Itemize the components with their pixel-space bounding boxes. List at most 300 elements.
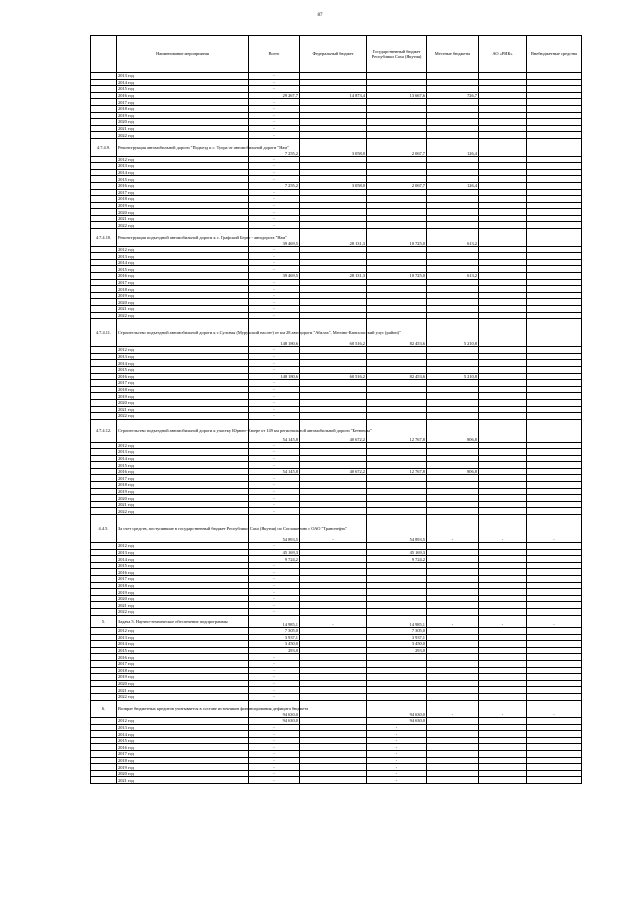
extrabudget-cell (527, 549, 582, 556)
year-row (91, 406, 582, 413)
year-row (91, 508, 582, 515)
rik-cell (479, 731, 527, 738)
total-cell: - (249, 562, 300, 569)
federal-cell (300, 347, 367, 354)
extrabudget-cell (527, 634, 582, 641)
year-label: 2019 год (117, 589, 249, 596)
federal-cell (300, 169, 367, 176)
local-cell (427, 286, 479, 293)
total-cell: - (249, 576, 300, 583)
item-number (91, 770, 117, 777)
extrabudget-cell (527, 724, 582, 731)
extrabudget-cell (527, 312, 582, 319)
total-cell: - (249, 266, 300, 273)
local-cell (427, 455, 479, 462)
item-number (91, 202, 117, 209)
item-number (91, 576, 117, 583)
extrabudget-cell (527, 687, 582, 694)
republic-cell (367, 399, 427, 406)
rik-cell (479, 449, 527, 456)
republic-cell (367, 299, 427, 306)
item-number (91, 373, 117, 380)
total-cell: 94 630,0 (249, 700, 300, 718)
extrabudget-cell (527, 751, 582, 758)
item-number (91, 482, 117, 489)
extrabudget-cell (527, 273, 582, 280)
activity-name: Реконструкция автомобильной дороги "Подъезд к с. Туора от автомобильной дороги "Нам" (117, 138, 249, 156)
rik-cell (479, 246, 527, 253)
extrabudget-cell (527, 299, 582, 306)
item-number (91, 442, 117, 449)
page-number: 87 (317, 13, 323, 18)
activity-name: Строительство подъездной автомобильной дороги к с.Сулгачы (Мурукский наслег) от км 28 автодороги "Абалах", Мегино-Кангаласский улус (район)" (117, 319, 249, 347)
extrabudget-cell (527, 654, 582, 661)
year-label: 2018 год (117, 196, 249, 203)
extrabudget-cell (527, 163, 582, 170)
extrabudget-cell: - (527, 700, 582, 718)
total-cell: 14 985,1 (249, 615, 300, 627)
item-number (91, 602, 117, 609)
rik-cell (479, 413, 527, 420)
item-number (91, 366, 117, 373)
federal-cell (300, 647, 367, 654)
republic-cell (367, 508, 427, 515)
republic-cell (367, 292, 427, 299)
extrabudget-cell (527, 468, 582, 475)
extrabudget-cell (527, 693, 582, 700)
rik-cell (479, 125, 527, 132)
year-row (91, 442, 582, 449)
total-cell: - (249, 667, 300, 674)
local-cell (427, 475, 479, 482)
year-label: 2017 год (117, 189, 249, 196)
extrabudget-cell (527, 680, 582, 687)
extrabudget-cell (527, 488, 582, 495)
local-cell (427, 176, 479, 183)
federal-cell (300, 393, 367, 400)
local-cell (427, 549, 479, 556)
republic-cell (367, 501, 427, 508)
rik-cell (479, 569, 527, 576)
republic-cell: 3 937,1 (367, 634, 427, 641)
total-cell: - (249, 253, 300, 260)
year-label: 2017 год (117, 475, 249, 482)
extrabudget-cell (527, 353, 582, 360)
local-cell (427, 306, 479, 313)
republic-cell: - (367, 724, 427, 731)
local-cell: - (427, 615, 479, 627)
year-row (91, 413, 582, 420)
table-body (91, 73, 582, 784)
extrabudget-cell (527, 169, 582, 176)
item-number: 4.7.4.9. (91, 138, 117, 156)
year-row (91, 273, 582, 280)
republic-cell (367, 79, 427, 86)
local-cell: 613,2 (427, 229, 479, 247)
total-cell: 148 180,6 (249, 319, 300, 347)
republic-cell (367, 462, 427, 469)
rik-cell (479, 647, 527, 654)
republic-cell (367, 674, 427, 681)
rik-cell (479, 582, 527, 589)
item-number (91, 406, 117, 413)
extrabudget-cell (527, 373, 582, 380)
item-number (91, 215, 117, 222)
local-cell (427, 543, 479, 550)
extrabudget-cell (527, 543, 582, 550)
item-number (91, 266, 117, 273)
total-cell: - (249, 299, 300, 306)
rik-cell (479, 744, 527, 751)
local-cell (427, 202, 479, 209)
total-cell: 45 169,3 (249, 549, 300, 556)
rik-cell (479, 347, 527, 354)
item-number (91, 543, 117, 550)
republic-cell (367, 353, 427, 360)
year-label: 2022 год (117, 132, 249, 139)
total-cell: - (249, 202, 300, 209)
local-cell (427, 641, 479, 648)
total-cell: - (249, 215, 300, 222)
rik-cell (479, 138, 527, 156)
republic-cell (367, 306, 427, 313)
federal-cell (300, 654, 367, 661)
total-cell: - (249, 347, 300, 354)
activity-name: Реконструкция подъездной автомобильной дороги к с. Графский Берег - автодорога "Нам" (117, 229, 249, 247)
activity-name: Строительство подъездной автомобильной дороги к участку Юрюнг-Кюере от 149 км региональной автомобильной дороги "Бетюнцы" (117, 419, 249, 442)
year-label: 2022 год (117, 608, 249, 615)
extrabudget-cell (527, 406, 582, 413)
extrabudget-cell (527, 674, 582, 681)
extrabudget-cell (527, 182, 582, 189)
extrabudget-cell (527, 209, 582, 216)
local-cell: 5 210,8 (427, 373, 479, 380)
year-label: 2012 год (117, 442, 249, 449)
total-cell: - (249, 751, 300, 758)
extrabudget-cell (527, 86, 582, 93)
federal-cell (300, 442, 367, 449)
extrabudget-cell (527, 366, 582, 373)
activity-name: Задача 5. Научно-техническое обеспечение подпрограммы (117, 615, 249, 627)
federal-cell (300, 353, 367, 360)
local-cell (427, 680, 479, 687)
rik-cell (479, 202, 527, 209)
republic-cell: 12 767,8 (367, 419, 427, 442)
rik-cell (479, 462, 527, 469)
rik-cell (479, 360, 527, 367)
republic-cell (367, 660, 427, 667)
extrabudget-cell (527, 246, 582, 253)
item-number (91, 724, 117, 731)
rik-cell (479, 562, 527, 569)
federal-cell (300, 215, 367, 222)
extrabudget-cell (527, 292, 582, 299)
extrabudget-cell (527, 119, 582, 126)
federal-cell (300, 627, 367, 634)
year-row (91, 169, 582, 176)
republic-cell: 45 169,3 (367, 549, 427, 556)
rik-cell (479, 215, 527, 222)
year-row (91, 156, 582, 163)
total-cell: - (249, 680, 300, 687)
extrabudget-cell (527, 286, 582, 293)
rik-cell (479, 455, 527, 462)
federal-cell: 40 672,2 (300, 468, 367, 475)
local-cell (427, 79, 479, 86)
year-row (91, 176, 582, 183)
total-cell: - (249, 693, 300, 700)
year-row (91, 312, 582, 319)
federal-cell (300, 482, 367, 489)
year-label: 2015 год (117, 737, 249, 744)
item-number (91, 156, 117, 163)
rik-cell (479, 687, 527, 694)
federal-cell (300, 475, 367, 482)
local-cell (427, 125, 479, 132)
total-cell: - (249, 608, 300, 615)
total-cell: - (249, 777, 300, 784)
extrabudget-cell (527, 737, 582, 744)
year-row (91, 475, 582, 482)
extrabudget-cell (527, 419, 582, 442)
item-number (91, 501, 117, 508)
extrabudget-cell (527, 138, 582, 156)
year-label: 2016 год (117, 373, 249, 380)
year-row (91, 373, 582, 380)
republic-cell: 10 725,0 (367, 229, 427, 247)
item-number (91, 744, 117, 751)
rik-cell (479, 595, 527, 602)
republic-cell (367, 112, 427, 119)
local-cell: 5 210,8 (427, 319, 479, 347)
federal-cell (300, 462, 367, 469)
republic-cell (367, 105, 427, 112)
federal-cell (300, 556, 367, 563)
total-cell: - (249, 589, 300, 596)
local-cell (427, 132, 479, 139)
republic-cell (367, 455, 427, 462)
republic-cell (367, 215, 427, 222)
federal-cell (300, 299, 367, 306)
republic-cell (367, 602, 427, 609)
rik-cell (479, 366, 527, 373)
republic-cell: - (367, 770, 427, 777)
federal-cell (300, 757, 367, 764)
year-label: 2015 год (117, 176, 249, 183)
total-cell: 39 469,5 (249, 229, 300, 247)
federal-cell (300, 360, 367, 367)
item-number: 4.7.4.10. (91, 229, 117, 247)
local-cell (427, 189, 479, 196)
year-label: 2021 год (117, 602, 249, 609)
federal-cell (300, 674, 367, 681)
activity-row (91, 419, 582, 442)
item-number (91, 92, 117, 99)
federal-cell: - (300, 515, 367, 543)
republic-cell: 14 985,1 (367, 615, 427, 627)
republic-cell (367, 380, 427, 387)
local-cell (427, 660, 479, 667)
rik-cell (479, 353, 527, 360)
federal-cell (300, 667, 367, 674)
rik-cell (479, 654, 527, 661)
rik-cell (479, 156, 527, 163)
year-row (91, 731, 582, 738)
rik-cell (479, 253, 527, 260)
extrabudget-cell (527, 777, 582, 784)
local-cell (427, 279, 479, 286)
year-row (91, 266, 582, 273)
rik-cell (479, 482, 527, 489)
local-cell (427, 667, 479, 674)
year-label: 2019 год (117, 202, 249, 209)
year-row (91, 79, 582, 86)
local-cell (427, 693, 479, 700)
item-number (91, 687, 117, 694)
total-cell: - (249, 413, 300, 420)
year-label: 2013 год (117, 73, 249, 80)
item-number (91, 764, 117, 771)
extrabudget-cell (527, 319, 582, 347)
republic-cell: 3 450,0 (367, 641, 427, 648)
item-number (91, 273, 117, 280)
item-number: 6. (91, 700, 117, 718)
item-number (91, 667, 117, 674)
republic-cell: 2 067,7 (367, 138, 427, 156)
federal-cell (300, 693, 367, 700)
item-number (91, 393, 117, 400)
extrabudget-cell (527, 92, 582, 99)
item-number (91, 279, 117, 286)
extrabudget-cell (527, 608, 582, 615)
federal-cell (300, 279, 367, 286)
federal-cell: 60 516,2 (300, 373, 367, 380)
total-cell: - (249, 312, 300, 319)
republic-cell (367, 169, 427, 176)
republic-cell (367, 589, 427, 596)
year-row (91, 92, 582, 99)
extrabudget-cell (527, 132, 582, 139)
item-number (91, 380, 117, 387)
extrabudget-cell (527, 360, 582, 367)
republic-cell (367, 413, 427, 420)
republic-cell (367, 482, 427, 489)
extrabudget-cell: - (527, 615, 582, 627)
year-row (91, 449, 582, 456)
year-label: 2020 год (117, 770, 249, 777)
extrabudget-cell (527, 595, 582, 602)
rik-cell (479, 92, 527, 99)
total-cell: - (249, 105, 300, 112)
total-cell: 148 180,6 (249, 373, 300, 380)
local-cell (427, 99, 479, 106)
year-row (91, 292, 582, 299)
year-label: 2013 год (117, 163, 249, 170)
extrabudget-cell (527, 380, 582, 387)
total-cell: - (249, 687, 300, 694)
local-cell (427, 654, 479, 661)
total-cell: 3 937,1 (249, 634, 300, 641)
total-cell: 293,0 (249, 647, 300, 654)
year-row (91, 543, 582, 550)
rik-cell (479, 549, 527, 556)
year-row (91, 299, 582, 306)
extrabudget-cell (527, 562, 582, 569)
rik-cell (479, 99, 527, 106)
local-cell (427, 562, 479, 569)
local-cell (427, 608, 479, 615)
year-label: 2018 год (117, 105, 249, 112)
year-row (91, 562, 582, 569)
republic-cell: 293,0 (367, 647, 427, 654)
republic-cell: 82 453,6 (367, 319, 427, 347)
item-number (91, 99, 117, 106)
republic-cell: 94 630,0 (367, 700, 427, 718)
item-number (91, 693, 117, 700)
republic-cell (367, 286, 427, 293)
local-cell (427, 380, 479, 387)
local-cell (427, 449, 479, 456)
header-number (91, 36, 117, 73)
total-cell: - (249, 442, 300, 449)
year-label: 2012 год (117, 347, 249, 354)
federal-cell (300, 770, 367, 777)
total-cell: - (249, 757, 300, 764)
item-number (91, 641, 117, 648)
total-cell: - (249, 353, 300, 360)
year-row (91, 399, 582, 406)
year-label: 2020 год (117, 119, 249, 126)
rik-cell (479, 79, 527, 86)
extrabudget-cell (527, 306, 582, 313)
republic-cell (367, 687, 427, 694)
federal-cell (300, 380, 367, 387)
year-label: 2014 год (117, 455, 249, 462)
federal-cell (300, 196, 367, 203)
extrabudget-cell (527, 602, 582, 609)
federal-cell (300, 105, 367, 112)
year-label: 2021 год (117, 406, 249, 413)
federal-cell: 3 058,0 (300, 182, 367, 189)
year-row (91, 641, 582, 648)
federal-cell (300, 406, 367, 413)
year-row (91, 482, 582, 489)
total-cell: - (249, 674, 300, 681)
year-label: 2019 год (117, 292, 249, 299)
federal-cell (300, 543, 367, 550)
item-number (91, 222, 117, 229)
extrabudget-cell (527, 386, 582, 393)
federal-cell (300, 246, 367, 253)
year-label: 2018 год (117, 286, 249, 293)
year-label: 2021 год (117, 125, 249, 132)
item-number (91, 495, 117, 502)
rik-cell (479, 306, 527, 313)
rik-cell (479, 724, 527, 731)
republic-cell (367, 222, 427, 229)
local-cell (427, 647, 479, 654)
local-cell (427, 757, 479, 764)
federal-cell (300, 366, 367, 373)
federal-cell (300, 202, 367, 209)
year-row (91, 86, 582, 93)
local-cell: 726,7 (427, 92, 479, 99)
year-row (91, 306, 582, 313)
local-cell (427, 569, 479, 576)
republic-cell (367, 132, 427, 139)
year-label: 2021 год (117, 501, 249, 508)
total-cell: - (249, 360, 300, 367)
